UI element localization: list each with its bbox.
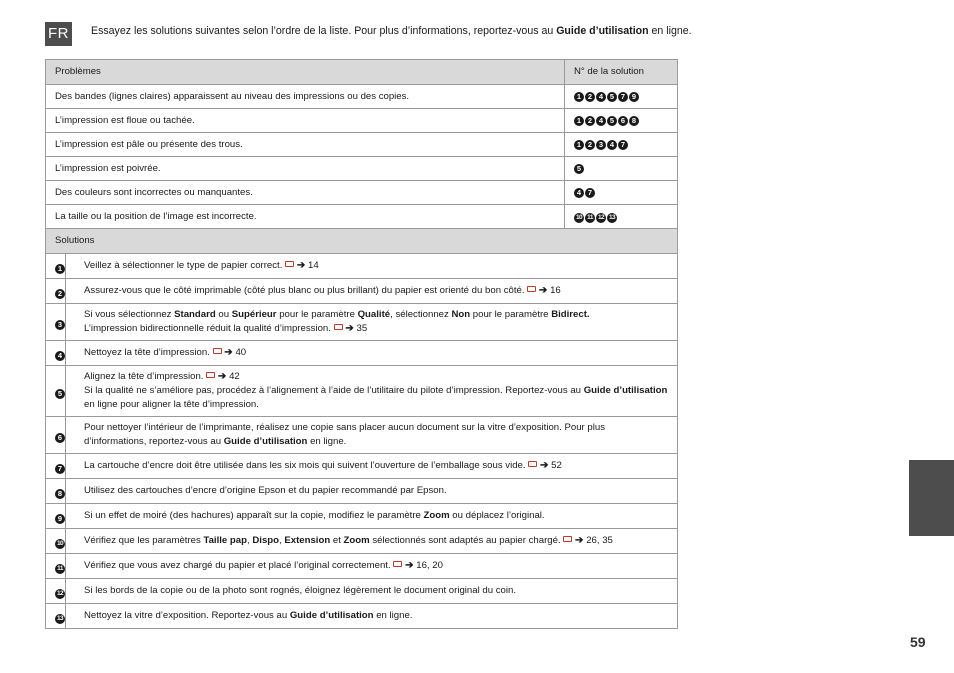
page-reference-number: 52 — [551, 460, 562, 471]
solution-text — [66, 604, 678, 629]
solution-number-icon: 11 — [55, 564, 65, 574]
solution-number-icon: 12 — [56, 590, 64, 597]
emphasized-term: Zoom — [343, 535, 370, 546]
solution-number — [46, 304, 66, 341]
text-fragment: Veillez à sélectionner le type de papier correct. — [84, 260, 286, 271]
solution-number-icon: 5 — [574, 164, 584, 174]
solution-number-icon: 5 — [55, 389, 65, 399]
solution-number-icon: 6 — [618, 116, 628, 126]
solution-number-icon: 1 — [574, 92, 584, 102]
solution-text — [66, 304, 678, 341]
solution-number-icon: 4 — [596, 116, 606, 126]
problem-text: Des couleurs sont incorrectes ou manquantes. — [46, 181, 565, 205]
text-fragment: L’impression bidirectionnelle réduit la qualité d’impression. — [84, 323, 334, 334]
problems-header-row — [46, 60, 678, 85]
solution-number — [46, 254, 66, 279]
emphasized-term: Guide d’utilisation — [223, 436, 308, 447]
solution-number — [46, 579, 66, 604]
problem-row — [46, 181, 678, 205]
problem-solution-numbers — [565, 205, 678, 229]
problem-text: L’impression est pâle ou présente des trous. — [46, 133, 565, 157]
problem-row — [46, 85, 678, 109]
arrow-right-icon: ➔ — [402, 560, 417, 571]
page-reference — [393, 560, 443, 571]
arrow-right-icon: ➔ — [215, 371, 230, 382]
solution-row — [46, 304, 678, 341]
text-fragment: Assurez-vous que le côté imprimable (côté plus blanc ou plus brillant) du papier est orienté du bon côté. — [84, 285, 528, 296]
solution-text — [66, 366, 678, 417]
solution-text — [66, 454, 678, 479]
solution-number — [46, 504, 66, 529]
page-number: 59 — [910, 634, 926, 650]
text-fragment: Pour nettoyer l’intérieur de l’imprimante, réalisez une copie sans placer aucun document sur la vitre d’exposition. Pour plus d’informations, reportez-vous au — [84, 422, 605, 447]
book-icon — [334, 324, 343, 330]
solution-number-icon: 7 — [618, 140, 628, 150]
arrow-right-icon: ➔ — [536, 285, 551, 296]
page-reference — [527, 285, 561, 296]
text-fragment: Si un effet de moiré (des hachures) apparaît sur la copie, modifiez le paramètre — [84, 510, 424, 521]
solution-number-icon: 4 — [55, 351, 65, 361]
solution-number-icon: 7 — [618, 92, 628, 102]
emphasized-term: Non — [451, 309, 471, 320]
solution-number-icon: 10 — [56, 540, 64, 547]
solution-number-icon: 3 — [55, 320, 65, 330]
solution-number — [46, 279, 66, 304]
book-icon — [213, 348, 222, 354]
solution-row — [46, 504, 678, 529]
page-reference-number: 26, 35 — [586, 535, 613, 546]
problem-solution-numbers — [565, 157, 678, 181]
emphasized-term: Bidirect. — [551, 309, 590, 320]
emphasized-term: Standard — [174, 309, 216, 320]
solution-text — [66, 279, 678, 304]
problem-row — [46, 133, 678, 157]
intro-guide-name: Guide d’utilisation — [556, 25, 649, 37]
book-icon — [393, 561, 402, 567]
problem-solution-numbers — [565, 85, 678, 109]
emphasized-term: Qualité — [357, 309, 391, 320]
solutions-header-row — [46, 229, 678, 254]
solution-number-icon: 13 — [56, 615, 64, 622]
solution-row — [46, 529, 678, 554]
solution-number-icon: 1 — [574, 140, 584, 150]
emphasized-term: Extension — [284, 535, 331, 546]
book-icon — [285, 261, 294, 267]
solution-number — [46, 529, 66, 554]
problem-solution-numbers — [565, 133, 678, 157]
solution-row — [46, 479, 678, 504]
text-fragment: en ligne. — [373, 610, 413, 621]
solution-number-icon: 2 — [585, 92, 595, 102]
text-fragment: pour le paramètre — [470, 309, 552, 320]
solution-number — [46, 554, 66, 579]
text-fragment: en ligne. — [307, 436, 347, 447]
solution-number-icon: 8 — [629, 116, 639, 126]
text-fragment: Alignez la tête d’impression. — [84, 371, 207, 382]
arrow-right-icon: ➔ — [221, 347, 236, 358]
solution-number-icon: 4 — [574, 188, 584, 198]
intro-text — [91, 24, 692, 39]
solution-number — [46, 479, 66, 504]
solution-number-icon: 11 — [585, 213, 595, 223]
solution-text — [66, 504, 678, 529]
text-fragment: en ligne pour aligner la tête d’impression. — [84, 399, 259, 410]
book-icon — [563, 536, 572, 542]
emphasized-term: Taille pap — [203, 535, 247, 546]
solution-text — [66, 341, 678, 366]
solution-number — [46, 341, 66, 366]
solution-number-icon: 4 — [596, 92, 606, 102]
arrow-right-icon: ➔ — [342, 323, 357, 334]
intro-text-post: en ligne. — [648, 25, 692, 37]
emphasized-term: Guide d’utilisation — [289, 610, 374, 621]
solution-number-icon: 3 — [596, 140, 606, 150]
arrow-right-icon: ➔ — [572, 535, 587, 546]
solution-row — [46, 554, 678, 579]
page-reference — [206, 371, 240, 382]
text-fragment: , — [247, 535, 253, 546]
text-fragment: ou déplacez l’original. — [449, 510, 545, 521]
solutions-header: Solutions — [46, 229, 678, 254]
solution-number-icon: 2 — [585, 140, 595, 150]
solution-row — [46, 341, 678, 366]
text-fragment: et — [330, 535, 344, 546]
problem-text: La taille ou la position de l’image est incorrecte. — [46, 205, 565, 229]
solution-number-icon: 9 — [629, 92, 639, 102]
page-reference — [334, 323, 368, 334]
text-fragment: Utilisez des cartouches d’encre d’origine Epson et du papier recommandé par Epson. — [84, 485, 447, 496]
page-reference — [213, 347, 247, 358]
text-fragment: Si les bords de la copie ou de la photo sont rognés, éloignez légèrement le document original du coin. — [84, 585, 516, 596]
page-reference-number: 40 — [235, 347, 247, 358]
solution-text — [66, 529, 678, 554]
text-fragment: , — [279, 535, 285, 546]
text-fragment: Si la qualité ne s’améliore pas, procédez à l’alignement à l’aide de l’utilitaire du pilote d’impression. Reportez-vous au — [84, 385, 584, 396]
solution-number-icon: 4 — [607, 140, 617, 150]
solution-row — [46, 454, 678, 479]
arrow-right-icon: ➔ — [537, 460, 552, 471]
page-reference — [563, 535, 613, 546]
problem-solution-numbers — [565, 109, 678, 133]
solution-text — [66, 417, 678, 454]
page-reference — [285, 260, 319, 271]
solution-number-icon: 5 — [607, 116, 617, 126]
text-fragment: Vérifiez que vous avez chargé du papier et placé l’original correctement. — [84, 560, 394, 571]
solution-number-icon: 12 — [597, 213, 605, 221]
solution-number — [46, 417, 66, 454]
troubleshooting-table — [45, 59, 678, 629]
text-fragment: Nettoyez la tête d’impression. — [84, 347, 213, 358]
problems-column-header: Problèmes — [46, 60, 565, 85]
text-fragment: Nettoyez la vitre d’exposition. Reportez-vous au — [84, 610, 290, 621]
solution-number — [46, 454, 66, 479]
text-fragment: pour le paramètre — [276, 309, 358, 320]
book-icon — [206, 372, 215, 378]
solution-number-icon: 7 — [585, 188, 595, 198]
problem-row — [46, 109, 678, 133]
language-badge: FR — [45, 22, 72, 46]
solution-number — [46, 604, 66, 629]
problem-text: L’impression est floue ou tachée. — [46, 109, 565, 133]
page-reference-number: 42 — [229, 371, 240, 382]
text-fragment: La cartouche d’encre doit être utilisée dans les six mois qui suivent l’ouverture de l’emballage sous vide. — [84, 460, 529, 471]
problem-solution-numbers — [565, 181, 678, 205]
problem-text: L’impression est poivrée. — [46, 157, 565, 181]
solution-number-icon: 8 — [55, 489, 65, 499]
solution-text — [66, 254, 678, 279]
text-fragment: Si vous sélectionnez — [84, 309, 175, 320]
page-reference — [528, 460, 562, 471]
solution-number-icon: 2 — [55, 289, 65, 299]
solution-text — [66, 554, 678, 579]
solution-row — [46, 279, 678, 304]
solution-row — [46, 366, 678, 417]
text-fragment: Vérifiez que les paramètres — [84, 535, 204, 546]
problem-row — [46, 157, 678, 181]
page-reference-number: 16 — [550, 285, 561, 296]
emphasized-term: Guide d’utilisation — [583, 385, 668, 396]
intro-text-pre: Essayez les solutions suivantes selon l’ordre de la liste. Pour plus d’informations, reportez-vous au — [91, 25, 557, 37]
text-fragment: sélectionnés sont adaptés au papier chargé. — [369, 535, 564, 546]
solution-text — [66, 579, 678, 604]
solution-row — [46, 604, 678, 629]
page-reference-number: 14 — [307, 260, 319, 271]
problem-row — [46, 205, 678, 229]
book-icon — [527, 286, 536, 292]
page-reference-number: 35 — [356, 323, 368, 334]
text-fragment: ou — [215, 309, 232, 320]
section-tab — [909, 460, 954, 536]
page-reference-number: 16, 20 — [416, 560, 443, 571]
text-fragment: , sélectionnez — [390, 309, 452, 320]
solution-number-icon: 5 — [607, 92, 617, 102]
solution-text — [66, 479, 678, 504]
emphasized-term: Zoom — [423, 510, 450, 521]
solution-number-column-header: N° de la solution — [565, 60, 678, 85]
book-icon — [528, 461, 537, 467]
emphasized-term: Dispo — [252, 535, 279, 546]
solution-number-icon: 6 — [55, 433, 65, 443]
solution-number-icon: 7 — [55, 464, 65, 474]
solution-number-icon: 13 — [608, 213, 616, 221]
problem-text: Des bandes (lignes claires) apparaissent au niveau des impressions ou des copies. — [46, 85, 565, 109]
solution-number-icon: 9 — [55, 514, 65, 524]
solution-row — [46, 579, 678, 604]
solution-number-icon: 10 — [575, 213, 583, 221]
emphasized-term: Supérieur — [231, 309, 277, 320]
solution-row — [46, 254, 678, 279]
solution-number-icon: 2 — [585, 116, 595, 126]
arrow-right-icon: ➔ — [294, 260, 308, 271]
solution-number-icon: 1 — [55, 264, 65, 274]
solution-number-icon: 1 — [574, 116, 584, 126]
solution-row — [46, 417, 678, 454]
solution-number — [46, 366, 66, 417]
